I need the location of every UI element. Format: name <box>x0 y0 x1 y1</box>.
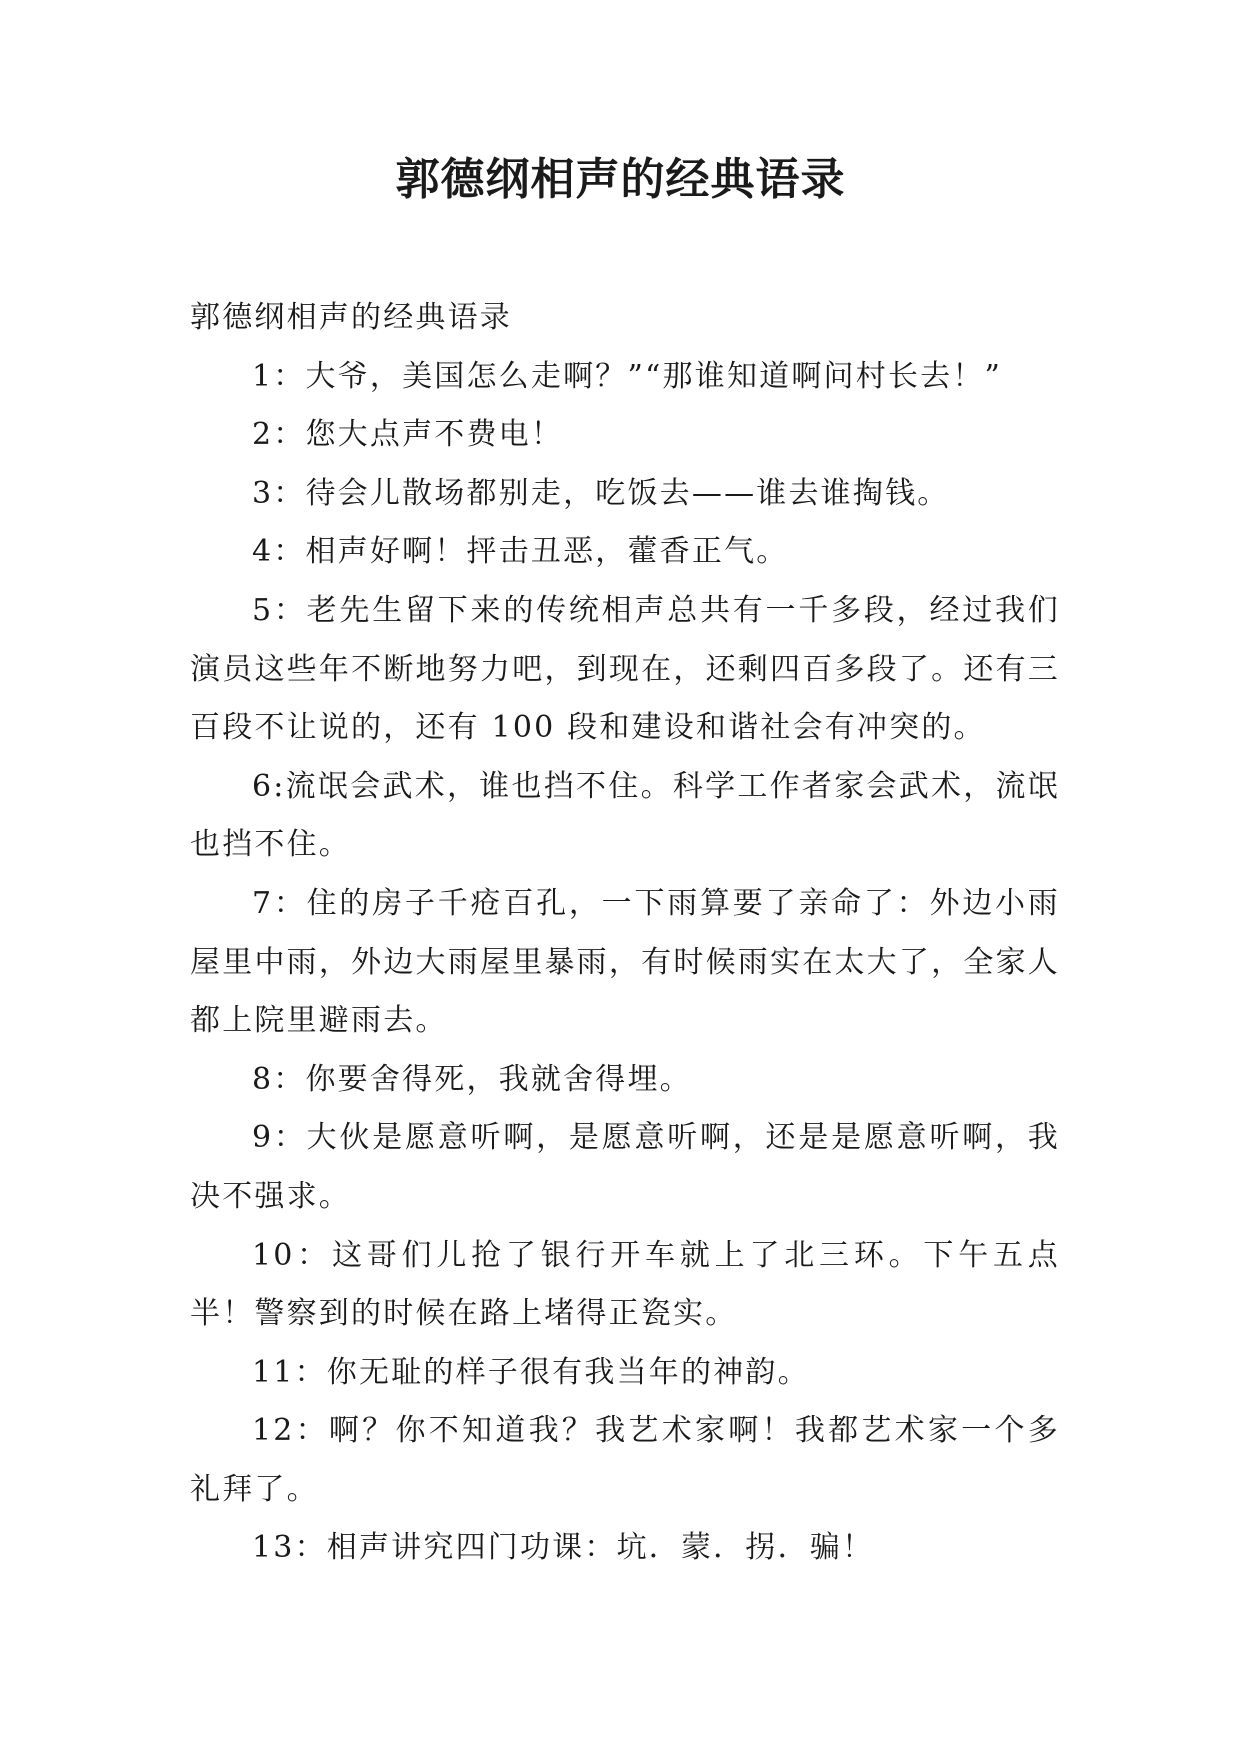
document-subtitle: 郭德纲相声的经典语录 <box>190 300 512 335</box>
quote-item-7: 7：住的房子千疮百孔，一下雨算要了亲命了：外边小雨屋里中雨，外边大雨屋里暴雨，有时候雨实在太大了，全家人都上院里避雨去。 <box>190 885 1060 1039</box>
document-title: 郭德纲相声的经典语录 <box>395 154 846 205</box>
quote-item-11: 11：你无耻的样子很有我当年的神韵。 <box>252 1354 810 1390</box>
quote-item-5: 5：老先生留下来的传统相声总共有一千多段，经过我们演员这些年不断地努力吧，到现在，还剩四百多段了。还有三百段不让说的，还有 100 段和建设和谐社会有冲突的。 <box>190 592 1060 746</box>
document-body <box>190 289 1060 1578</box>
quote-item-13: 13：相声讲究四门功课：坑．蒙．拐．骗！ <box>252 1530 875 1566</box>
quote-item-3: 3：待会儿散场都别走，吃饭去——谁去谁掏钱。 <box>252 475 950 511</box>
quote-item-8: 8：你要舍得死，我就舍得埋。 <box>252 1061 692 1097</box>
quote-item-12: 12：啊？你不知道我？我艺术家啊！我都艺术家一个多礼拜了。 <box>190 1413 1060 1507</box>
quote-item-9: 9：大伙是愿意听啊，是愿意听啊，还是是愿意听啊，我决不强求。 <box>190 1120 1060 1214</box>
quote-item-4: 4：相声好啊！抨击丑恶，藿香正气。 <box>252 534 789 570</box>
quote-item-2: 2：您大点声不费电！ <box>252 417 564 453</box>
quote-item-10: 10：这哥们儿抢了银行开车就上了北三环。下午五点半！警察到的时候在路上堵得正瓷实。 <box>190 1237 1060 1332</box>
quote-item-1: 1：大爷，美国怎么走啊？”“那谁知道啊问村长去！” <box>252 358 1003 394</box>
quote-item-6: 6:流氓会武术，谁也挡不住。科学工作者家会武术，流氓也挡不住。 <box>190 768 1060 863</box>
